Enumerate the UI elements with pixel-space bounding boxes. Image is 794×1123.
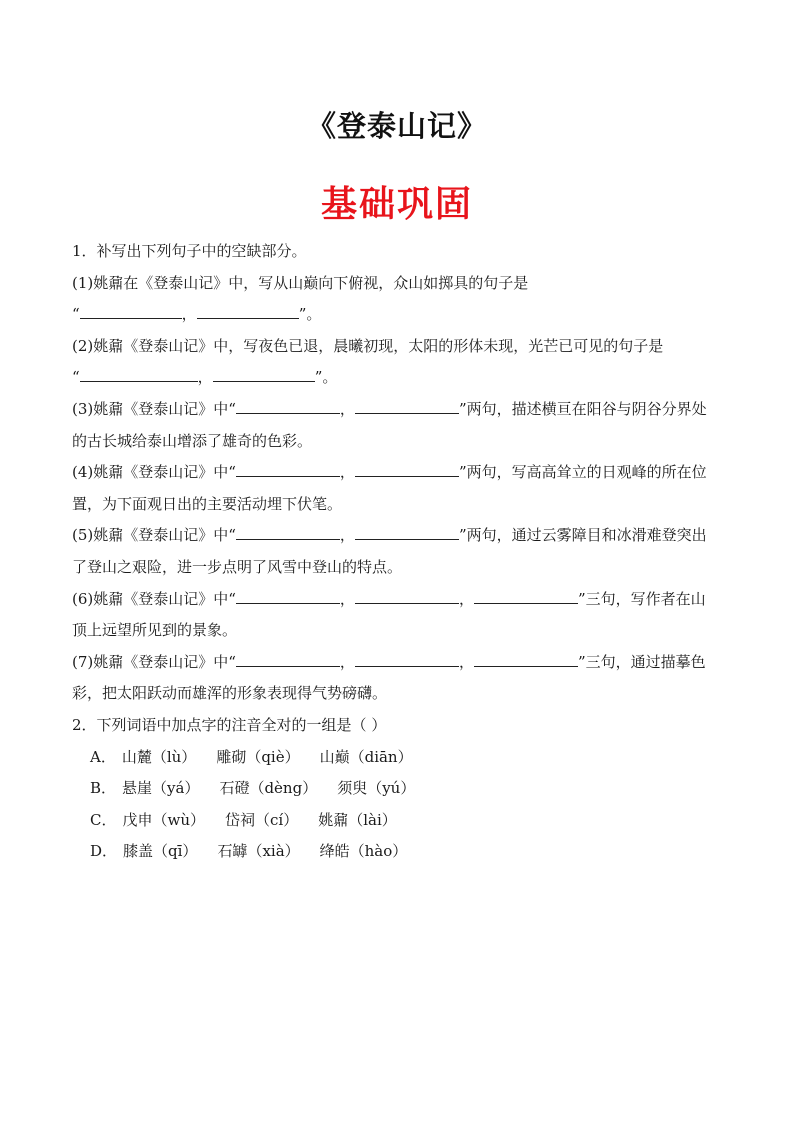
item-prefix: (7)姚鼐《登泰山记》中“ xyxy=(72,652,236,671)
item-suffix: ”三句，通过描摹色 xyxy=(577,652,706,671)
section-title: 基础巩固 xyxy=(320,183,473,225)
answer-blank[interactable] xyxy=(80,301,182,319)
q1-item-2-text: (2)姚鼐《登泰山记》中，写夜色已退，晨曦初现，太阳的形体未现，光芒已可见的句子是 xyxy=(72,336,664,355)
q1-item-7-line2: 彩，把太阳跃动而雄浑的形象表现得气势磅礴。 xyxy=(72,684,388,703)
q1-item-6-line2: 顶上远望所见到的景象。 xyxy=(72,621,238,640)
q1-item-4-line1 xyxy=(72,457,728,489)
item-suffix: ”两句，通过云雾障目和冰滑难登突出 xyxy=(458,526,707,545)
comma: ， xyxy=(339,652,355,671)
comma: ， xyxy=(339,399,355,418)
answer-blank[interactable] xyxy=(236,586,340,604)
item-prefix: (3)姚鼐《登泰山记》中“ xyxy=(72,399,236,418)
answer-blank[interactable] xyxy=(355,459,459,477)
q1-item-3-line1 xyxy=(72,394,728,426)
answer-blank[interactable] xyxy=(197,301,299,319)
option-word: 岱祠（cí） xyxy=(225,810,299,829)
q1-item-1-text: (1)姚鼐在《登泰山记》中，写从山巅向下俯视，众山如掷具的句子是 xyxy=(72,273,529,292)
answer-blank[interactable] xyxy=(236,522,340,540)
comma: ， xyxy=(458,589,474,608)
option-word: 悬崖（yá） xyxy=(122,779,200,798)
option-word: 石磴（dèng） xyxy=(219,779,318,798)
item-prefix: (4)姚鼐《登泰山记》中“ xyxy=(72,463,236,482)
answer-blank[interactable] xyxy=(355,396,459,414)
comma: ， xyxy=(339,589,355,608)
item-suffix: ”三句，写作者在山 xyxy=(577,589,706,608)
q1-item-4-line2: 置，为下面观日出的主要活动埋下伏笔。 xyxy=(72,494,343,513)
item-prefix: (5)姚鼐《登泰山记》中“ xyxy=(72,526,236,545)
answer-blank[interactable] xyxy=(355,522,459,540)
close-quote: ”。 xyxy=(298,305,322,324)
option-b[interactable] xyxy=(72,773,728,805)
q1-item-6-line1 xyxy=(72,584,728,616)
question-content xyxy=(72,236,728,868)
comma: ， xyxy=(181,305,197,324)
item-suffix: ”两句，描述横亘在阳谷与阴谷分界处 xyxy=(458,399,707,418)
option-word: 山巅（diān） xyxy=(319,747,413,766)
option-word: 戊申（wù） xyxy=(122,810,205,829)
question-1-stem: 1．补写出下列句子中的空缺部分。 xyxy=(72,242,307,260)
option-d[interactable] xyxy=(72,836,728,868)
q1-item-2-blanks xyxy=(72,362,728,394)
option-word: 山麓（lù） xyxy=(121,747,197,766)
option-word: 姚鼐（lài） xyxy=(318,810,397,829)
option-letter: C． xyxy=(90,810,117,829)
option-word: 绛皓（hào） xyxy=(319,842,408,861)
comma: ， xyxy=(339,526,355,545)
q1-item-5-line2: 了登山之艰险，进一步点明了风雪中登山的特点。 xyxy=(72,557,403,576)
answer-blank[interactable] xyxy=(236,649,340,667)
question-2-stem: 2．下列词语中加点字的注音全对的一组是（ ） xyxy=(72,715,387,734)
document-title: 《登泰山记》 xyxy=(306,109,487,143)
option-word: 石罅（xià） xyxy=(217,842,300,861)
comma: ， xyxy=(339,463,355,482)
answer-blank[interactable] xyxy=(236,396,340,414)
option-letter: D． xyxy=(90,842,118,861)
q1-item-7-line1 xyxy=(72,647,728,679)
option-word: 雕砌（qiè） xyxy=(216,747,300,766)
item-prefix: (6)姚鼐《登泰山记》中“ xyxy=(72,589,236,608)
answer-blank[interactable] xyxy=(355,649,459,667)
answer-blank[interactable] xyxy=(213,364,315,382)
close-quote: ”。 xyxy=(314,368,338,387)
option-letter: A． xyxy=(90,747,116,766)
q1-item-1-blanks xyxy=(72,299,728,331)
comma: ， xyxy=(458,652,474,671)
answer-blank[interactable] xyxy=(474,586,578,604)
comma: ， xyxy=(197,368,213,387)
answer-blank[interactable] xyxy=(80,364,198,382)
open-quote: “ xyxy=(72,305,80,324)
answer-blank[interactable] xyxy=(236,459,340,477)
q1-item-5-line1 xyxy=(72,520,728,552)
option-a[interactable] xyxy=(72,742,728,774)
answer-blank[interactable] xyxy=(355,586,459,604)
item-suffix: ”两句，写高高耸立的日观峰的所在位 xyxy=(458,463,707,482)
option-c[interactable] xyxy=(72,805,728,837)
answer-blank[interactable] xyxy=(474,649,578,667)
option-word: 须臾（yú） xyxy=(337,779,416,798)
q1-item-3-line2: 的古长城给泰山增添了雄奇的色彩。 xyxy=(72,431,313,450)
option-word: 膝盖（qī） xyxy=(123,842,198,861)
open-quote: “ xyxy=(72,368,80,387)
option-letter: B． xyxy=(90,779,117,798)
